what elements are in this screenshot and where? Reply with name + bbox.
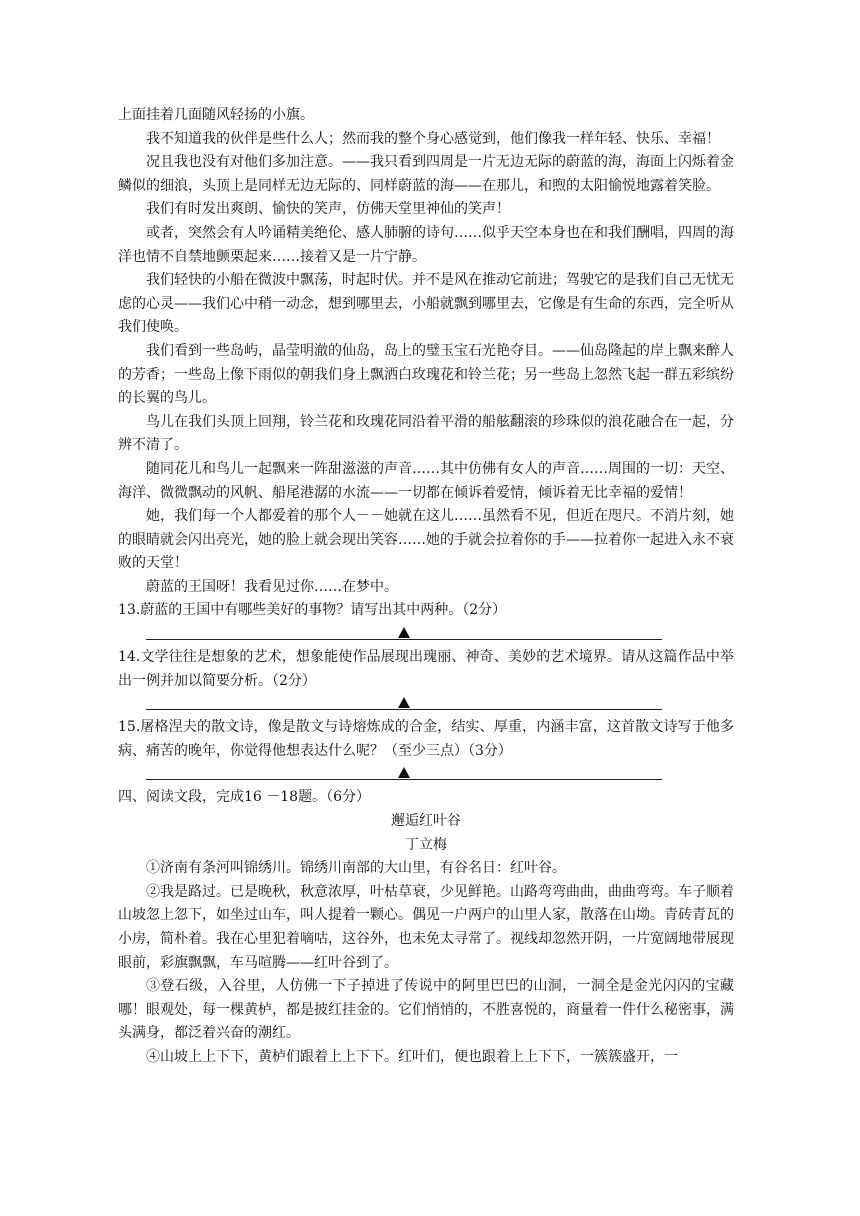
passage-para-0: 上面挂着几面随风轻扬的小旗。	[118, 107, 314, 123]
answer-underline	[146, 779, 662, 780]
passage-para-2: 况且我也没有对他们多加注意。——我只看到四周是一片无边无际的蔚蓝的海，海面上闪烁着金鳞似的细浪，头顶上是同样无边无际的、同样蔚蓝的海——在那儿，和煦的太阳愉悦地露着笑脸。	[118, 154, 734, 194]
triangle-mark-icon	[398, 697, 410, 708]
passage-para-9: 她，我们每一个人都爱着的那个人－－她就在这儿……虽然看不见，但近在咫尺。不消片刻，她的眼睛就会闪出亮光，她的脸上就会现出笑容……她的手就会拉着你的手——拉着你一起进入永不衰败的天堂！	[118, 508, 734, 572]
answer-line-15[interactable]	[146, 763, 662, 782]
article-para-4: ④山坡上上下下，黄栌们跟着上上下下。红叶们，便也跟着上上下下，一簇簇盛开，一	[146, 1048, 678, 1065]
passage-para-8: 随同花儿和鸟儿一起飘来一阵甜滋滋的声音……其中仿佛有女人的声音……周围的一切：天空、海洋、微微飘动的风帆、船尾港潺的水流——一切都在倾诉着爱情，倾诉着无比幸福的爱情！	[118, 460, 734, 501]
article-para-1: ①济南有条河叫锦绣川。锦绣川南部的大山里，有谷名日：红叶谷。	[146, 860, 566, 877]
section-heading: 四、阅读文段，完成16 －18题。（6分）	[118, 789, 370, 806]
answer-underline	[146, 639, 662, 640]
answer-underline	[146, 709, 662, 710]
question-15: 15.屠格涅夫的散文诗，像是散文与诗熔炼成的合金，结实、厚重，内涵丰富，这首散文诗写于他多病、痛苦的晚年，你觉得他想表达什么呢？（至少三点）（3分）	[118, 719, 734, 759]
article-para-2: ②我是路过。已是晚秋，秋意浓厚，叶枯草衰，少见鲜艳。山路弯弯曲曲，曲曲弯弯。车子顺着山坡忽上忽下，如坐过山车，叫人提着一颗心。偶见一户两户的山里人家，散落在山坳。青砖青瓦的小房，简朴着。我在心里犯着嘀咕，这谷外，也未免太寻常了。视线却忽然开阴，一片宽阔地带展现眼前，彩旗飘飘，车马喧腾——红叶谷到了。	[118, 883, 734, 971]
article-para-3: ③登石级，入谷里，人仿佛一下子掉进了传说中的阿里巴巴的山洞，一洞全是金光闪闪的宝藏哪！眼观处，每一棵黄栌，都是披红挂金的。它们悄悄的，不胜喜悦的，商量着一件什么秘密事，满头满身，都泛着兴奋的潮红。	[118, 978, 734, 1042]
passage-para-4: 或者，突然会有人吟诵精美绝伦、感人肺腑的诗句……似乎天空本身也在和我们酬唱，四周的海洋也情不自禁地颤栗起来……接着又是一片宁静。	[118, 224, 734, 265]
triangle-mark-icon	[398, 627, 410, 638]
document-page	[118, 104, 734, 1070]
passage-para-1: 我不知道我的伙伴是些什么人；然而我的整个身心感觉到，他们像我一样年轻、快乐、幸福！	[146, 130, 720, 147]
question-14: 14.文学往往是想象的艺术，想象能使作品展现出瑰丽、神奇、美妙的艺术境界。请从这篇作品中举出一例并加以简要分析。（2分）	[118, 649, 734, 689]
passage-para-7: 鸟儿在我们头顶上回翔，铃兰花和玫瑰花同沿着平滑的船舷翻滚的珍珠似的浪花融合在一起，分辨不清了。	[118, 413, 734, 454]
article-title: 邂逅红叶谷	[391, 813, 461, 830]
passage-para-3: 我们有时发出爽朗、愉快的笑声，仿佛天堂里神仙的笑声！	[146, 201, 510, 218]
answer-line-13[interactable]	[146, 623, 662, 642]
article-author: 丁立梅	[405, 836, 447, 853]
triangle-mark-icon	[398, 767, 410, 778]
passage-para-10: 蔚蓝的王国呀！我看见过你……在梦中。	[146, 578, 398, 595]
passage-para-5: 我们轻快的小船在微波中飘荡，时起时伏。并不是风在推动它前进；驾驶它的是我们自己无忧无虑的心灵——我们心中稍一动念，想到哪里去，小船就飘到哪里去，它像是有生命的东西，完全听从我们使唤。	[118, 272, 734, 336]
answer-line-14[interactable]	[146, 693, 662, 712]
passage-para-6: 我们看到一些岛屿，晶莹明澈的仙岛，岛上的璧玉宝石光艳夺目。——仙岛隆起的岸上飘来醉人的芳香；一些岛上像下雨似的朝我们身上飘洒白玫瑰花和铃兰花；另一些岛上忽然飞起一群五彩缤纷的长翼的鸟儿。	[118, 342, 734, 407]
question-13: 13.蔚蓝的王国中有哪些美好的事物？请写出其中两种。（2分）	[118, 602, 507, 619]
